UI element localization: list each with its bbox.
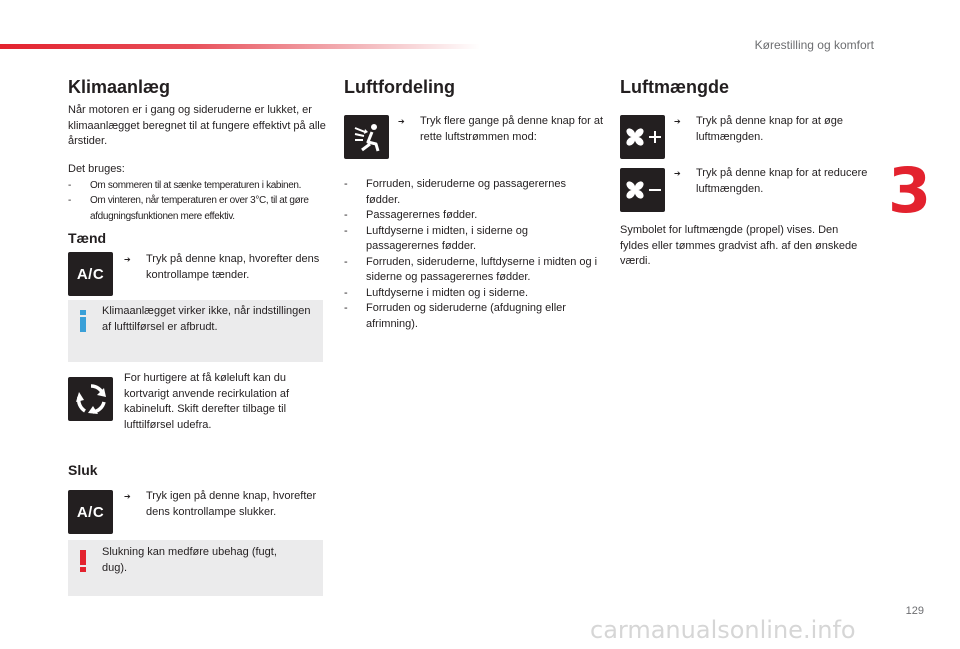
intro-paragraph: Når motoren er i gang og sideruderne er lukket, er klimaanlægget beregnet til at fungere effektivt på alle årstider. bbox=[68, 104, 326, 147]
subsection-title-off: Sluk bbox=[68, 462, 98, 478]
bullet-arrow-icon: ➔ bbox=[124, 255, 131, 264]
warning-note-box bbox=[68, 540, 323, 596]
list-item: - Forruden og sideruderne (afdugning eller afrimning). bbox=[344, 302, 566, 330]
ac-button-on[interactable] bbox=[68, 252, 113, 296]
info-note-box bbox=[68, 300, 323, 362]
usage-item: - Om sommeren til at sænke temperaturen i kabinen. bbox=[68, 179, 302, 191]
ac-button-off[interactable] bbox=[68, 490, 113, 534]
fan-decrease-button[interactable] bbox=[620, 168, 665, 212]
ac-on-instruction: ➔ Tryk på denne knap, hvorefter dens kontrollampe tænder. bbox=[124, 253, 320, 281]
list-item: - Forruden, sideruderne, luftdyserne i midten og i siderne og passagerernes fødder. bbox=[344, 255, 598, 283]
recirculation-text: For hurtigere at få køleluft kan du kortvarigt anvende recirkulation af kabineluft. Skift derefter tilbage til lufttilførsel udefra. bbox=[124, 372, 290, 431]
warning-note-text: Slukning kan medføre ubehag (fugt, dug). bbox=[102, 546, 277, 574]
subsection-title-on: Tænd bbox=[68, 230, 107, 246]
section-title-luftmaengde: Luftmængde bbox=[620, 77, 729, 97]
info-note-text: Klimaanlægget virker ikke, når indstillingen af lufttilførsel er afbrudt. bbox=[102, 305, 311, 333]
info-icon bbox=[78, 310, 88, 332]
ac-off-instruction: ➔ Tryk igen på denne knap, hvorefter dens kontrollampe slukker. bbox=[124, 490, 317, 518]
section-title-luftfordeling: Luftfordeling bbox=[344, 77, 455, 97]
air-distribution-list bbox=[344, 177, 602, 332]
ac-button-label: A/C bbox=[76, 503, 105, 521]
chapter-title: Kørestilling og komfort bbox=[754, 38, 874, 52]
warning-icon bbox=[78, 550, 88, 572]
chapter-number: 3 bbox=[888, 154, 932, 227]
fan-plus-icon bbox=[623, 123, 663, 151]
air-distribution-icon bbox=[350, 120, 384, 154]
air-distribution-button[interactable] bbox=[344, 115, 389, 159]
usage-label: Det bruges: bbox=[68, 163, 125, 175]
fan-increase-button[interactable] bbox=[620, 115, 665, 159]
fan-increase-instruction: ➔ Tryk på denne knap for at øge luftmængden. bbox=[674, 115, 843, 143]
list-item: - Forruden, sideruderne og passagerernes fødder. bbox=[344, 178, 566, 206]
fan-description: Symbolet for luftmængde (propel) vises. Den fyldes eller tømmes gradvist afh. af den ønskede værdi. bbox=[620, 224, 858, 267]
section-title-klimaanlaeg: Klimaanlæg bbox=[68, 77, 171, 97]
ac-button-label: A/C bbox=[76, 265, 105, 283]
watermark: carmanualsonline.info bbox=[590, 616, 856, 644]
recirculation-button[interactable] bbox=[68, 377, 113, 421]
header-accent-bar bbox=[0, 44, 480, 49]
bullet-arrow-icon: ➔ bbox=[674, 117, 681, 126]
fan-minus-icon bbox=[623, 176, 663, 204]
page-number: 129 bbox=[905, 605, 924, 617]
bullet-arrow-icon: ➔ bbox=[674, 169, 681, 178]
recirculation-icon bbox=[74, 382, 108, 416]
bullet-arrow-icon: ➔ bbox=[124, 492, 131, 501]
fan-decrease-instruction: ➔ Tryk på denne knap for at reducere luftmængden. bbox=[674, 167, 868, 195]
list-item: - Luftdyserne i midten, i siderne og passagerernes fødder. bbox=[344, 224, 529, 252]
list-item: - Passagerernes fødder. bbox=[344, 209, 478, 221]
usage-block bbox=[68, 162, 328, 224]
list-item: - Luftdyserne i midten og i siderne. bbox=[344, 286, 529, 299]
bullet-arrow-icon: ➔ bbox=[398, 117, 405, 126]
usage-item: - Om vinteren, når temperaturen er over 3°C, til at gøre afdugningsfunktionen mere effektiv. bbox=[68, 195, 309, 222]
air-distribution-instruction: ➔ Tryk flere gange på denne knap for at rette luftstrømmen mod: bbox=[398, 115, 604, 143]
